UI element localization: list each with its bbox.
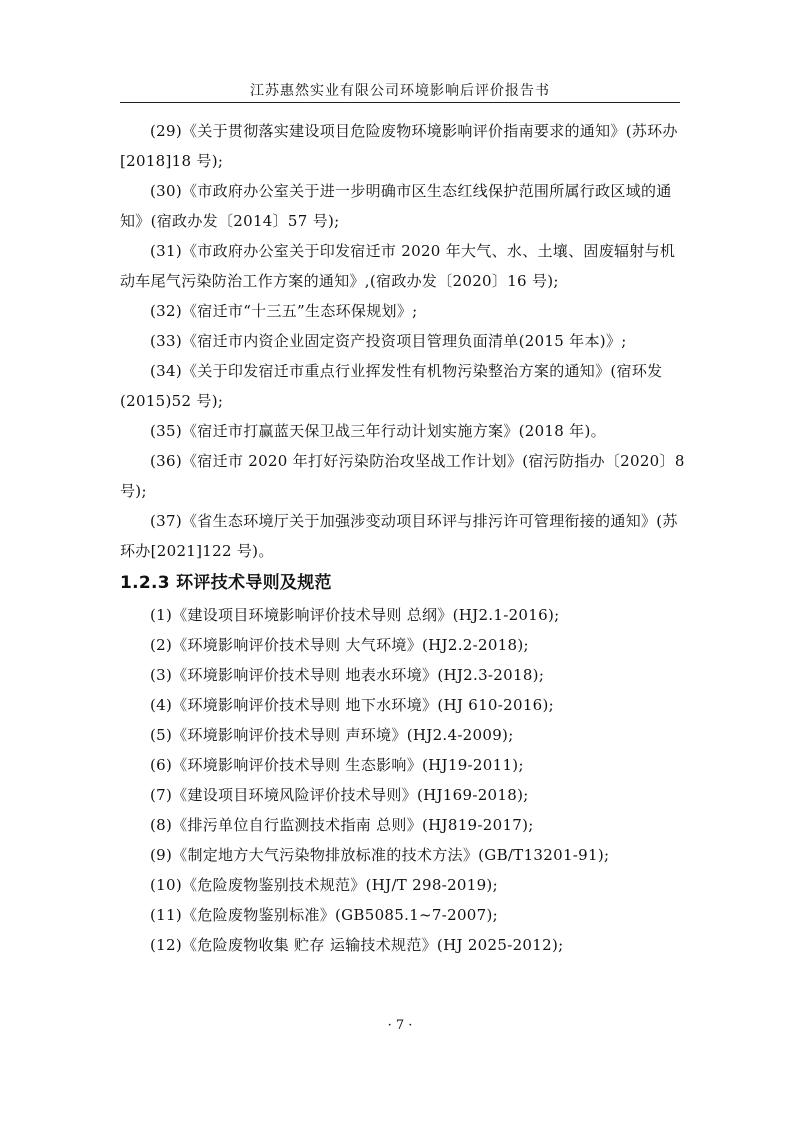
regulation-item-37: (37)《省生态环境厅关于加强涉变动项目环评与排污许可管理衔接的通知》(苏环办[2021]122 号)。: [120, 512, 678, 560]
regulation-item-35: (35)《宿迁市打赢蓝天保卫战三年行动计划实施方案》(2018 年)。: [150, 422, 606, 440]
guideline-item-1: (1)《建设项目环境影响评价技术导则 总纲》(HJ2.1-2016);: [150, 606, 560, 624]
header-divider: [120, 102, 680, 103]
page-header: 江苏惠然实业有限公司环境影响后评价报告书: [250, 83, 550, 99]
guideline-item-12: (12)《危险废物收集 贮存 运输技术规范》(HJ 2025-2012);: [150, 936, 564, 954]
guideline-item-9: (9)《制定地方大气污染物排放标准的技术方法》(GB/T13201-91);: [150, 846, 610, 864]
regulation-item-32: (32)《宿迁市“十三五”生态环保规划》;: [150, 302, 418, 320]
page-body: [120, 116, 685, 960]
guideline-item-7: (7)《建设项目环境风险评价技术导则》(HJ169-2018);: [150, 786, 529, 804]
regulation-item-36: (36)《宿迁市 2020 年打好污染防治攻坚战工作计划》(宿污防指办〔2020〕8 号);: [120, 452, 685, 500]
regulation-item-34: (34)《关于印发宿迁市重点行业挥发性有机物污染整治方案的通知》(宿环发(2015)52 号);: [120, 362, 663, 410]
guideline-item-8: (8)《排污单位自行监测技术指南 总则》(HJ819-2017);: [150, 816, 534, 834]
guideline-item-11: (11)《危险废物鉴别标准》(GB5085.1~7-2007);: [150, 906, 498, 924]
regulation-item-31: (31)《市政府办公室关于印发宿迁市 2020 年大气、水、土壤、固废辐射与机动车尾气污染防治工作方案的通知》,(宿政办发〔2020〕16 号);: [120, 242, 676, 290]
guideline-item-5: (5)《环境影响评价技术导则 声环境》(HJ2.4-2009);: [150, 726, 514, 744]
regulation-item-29: (29)《关于贯彻落实建设项目危险废物环境影响评价指南要求的通知》(苏环办[2018]18 号);: [120, 122, 678, 170]
guideline-item-6: (6)《环境影响评价技术导则 生态影响》(HJ19-2011);: [150, 756, 524, 774]
regulation-item-30: (30)《市政府办公室关于进一步明确市区生态红线保护范围所属行政区域的通知》(宿政办发〔2014〕57 号);: [120, 182, 672, 230]
page-number: · 7 ·: [387, 1018, 413, 1033]
regulation-item-33: (33)《宿迁市内资企业固定资产投资项目管理负面清单(2015 年本)》;: [150, 332, 627, 350]
guideline-item-4: (4)《环境影响评价技术导则 地下水环境》(HJ 610-2016);: [150, 696, 555, 714]
guideline-item-3: (3)《环境影响评价技术导则 地表水环境》(HJ2.3-2018);: [150, 666, 545, 684]
section-heading: 1.2.3 环评技术导则及规范: [120, 573, 332, 593]
guideline-item-10: (10)《危险废物鉴别技术规范》(HJ/T 298-2019);: [150, 876, 498, 894]
guideline-item-2: (2)《环境影响评价技术导则 大气环境》(HJ2.2-2018);: [150, 636, 529, 654]
